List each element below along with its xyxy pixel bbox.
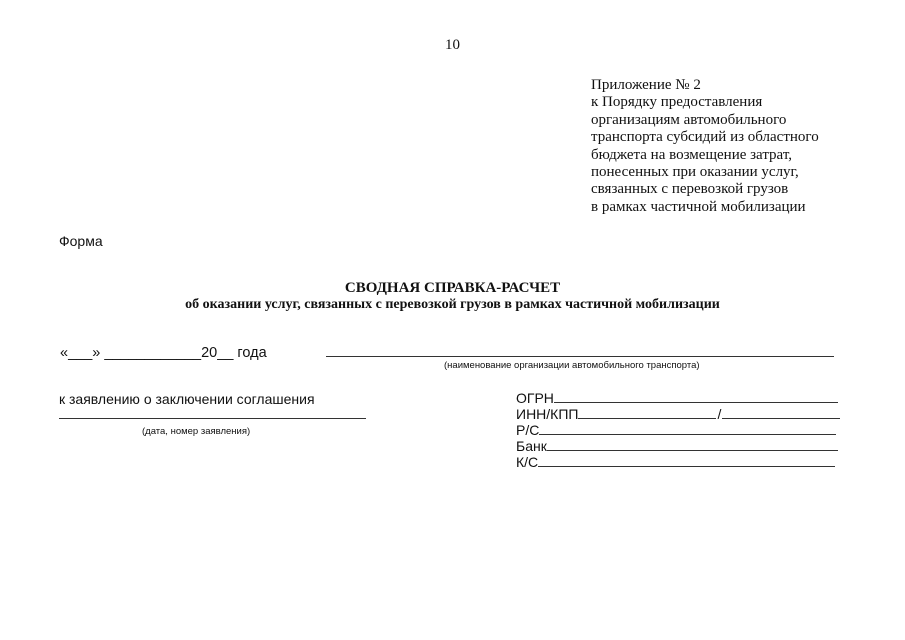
application-caption: (дата, номер заявления) bbox=[142, 426, 251, 437]
rs-field bbox=[516, 422, 836, 438]
ogrn-field bbox=[516, 390, 838, 406]
appendix-line: бюджета на возмещение затрат, bbox=[591, 146, 793, 163]
ks-field bbox=[516, 454, 835, 470]
bank-field bbox=[516, 438, 838, 454]
appendix-line: организациям автомобильного bbox=[591, 111, 787, 128]
ks-line bbox=[538, 466, 835, 467]
rs-line bbox=[539, 434, 836, 435]
application-label: к заявлению о заключении соглашения bbox=[59, 391, 315, 407]
application-date-number-line bbox=[59, 418, 366, 419]
form-label: Форма bbox=[59, 233, 103, 249]
date-field: «___» ____________20__ года bbox=[60, 345, 267, 361]
inn-kpp-label: ИНН/КПП bbox=[516, 406, 579, 422]
appendix-line: к Порядку предоставления bbox=[591, 94, 763, 111]
inn-line bbox=[578, 418, 716, 419]
appendix-line: Приложение № 2 bbox=[591, 77, 701, 93]
document-subtitle: об оказании услуг, связанных с перевозкой грузов в рамках частичной мобилизации bbox=[185, 297, 720, 312]
bank-line bbox=[547, 450, 838, 451]
rs-label: Р/С bbox=[516, 422, 540, 438]
appendix-line: в рамках частичной мобилизации bbox=[591, 198, 806, 215]
appendix-line: транспорта субсидий из областного bbox=[591, 129, 819, 146]
document-title: СВОДНАЯ СПРАВКА-РАСЧЕТ bbox=[344, 280, 561, 296]
ogrn-line bbox=[554, 402, 838, 403]
organization-name-caption: (наименование организации автомобильного транспорта) bbox=[444, 360, 700, 371]
ogrn-label: ОГРН bbox=[516, 390, 554, 406]
ks-label: К/С bbox=[516, 454, 539, 470]
inn-kpp-separator: / bbox=[717, 406, 722, 422]
kpp-line bbox=[722, 418, 840, 419]
bank-label: Банк bbox=[516, 438, 547, 454]
page-number: 10 bbox=[445, 37, 460, 53]
organization-name-line bbox=[326, 356, 834, 357]
appendix-line: связанных с перевозкой грузов bbox=[591, 181, 789, 198]
appendix-line: понесенных при оказании услуг, bbox=[591, 164, 799, 181]
appendix-block bbox=[591, 77, 819, 216]
inn-kpp-field bbox=[516, 406, 840, 422]
